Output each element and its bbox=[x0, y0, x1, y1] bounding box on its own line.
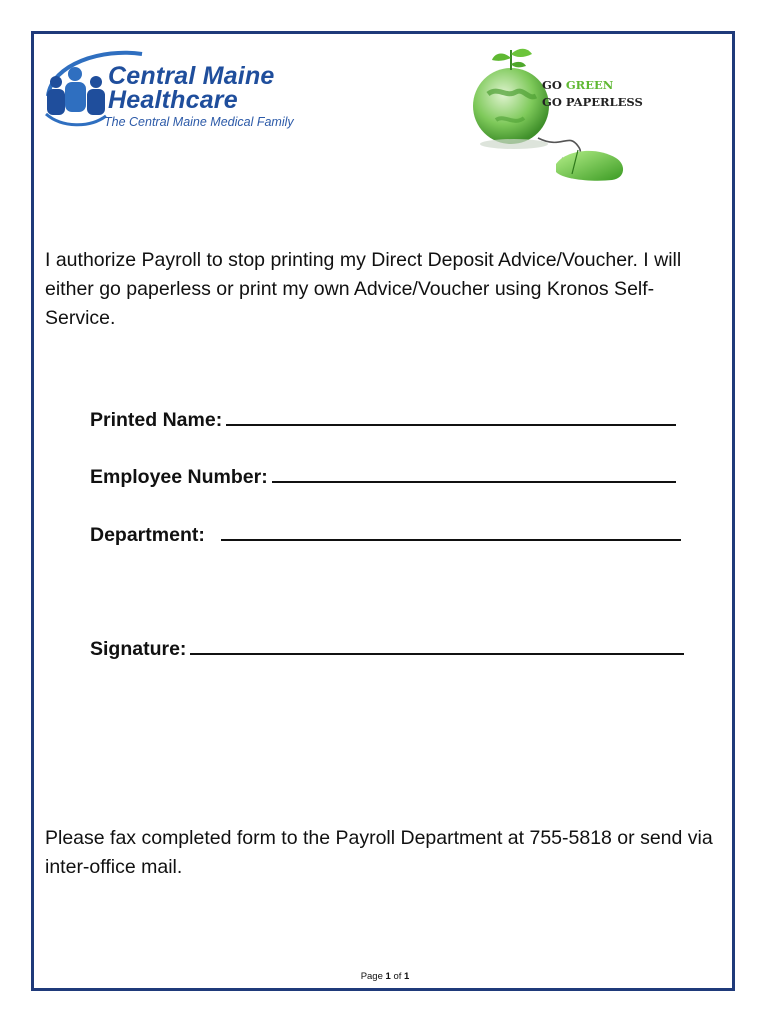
employee-number-line[interactable] bbox=[272, 463, 676, 483]
printed-name-field[interactable] bbox=[90, 406, 676, 432]
signature-label: Signature: bbox=[90, 638, 187, 660]
department-line[interactable] bbox=[221, 521, 681, 541]
printed-name-line[interactable] bbox=[226, 406, 676, 426]
go-green-text: GO GREEN bbox=[542, 78, 614, 92]
signature-field[interactable] bbox=[90, 635, 684, 661]
globe-mouse-icon bbox=[466, 46, 666, 186]
employee-number-field[interactable] bbox=[90, 463, 676, 489]
go-green-graphic bbox=[466, 46, 666, 186]
department-field[interactable] bbox=[90, 521, 681, 547]
department-label: Department: bbox=[90, 524, 205, 546]
page-number: Page 1 of 1 bbox=[360, 971, 410, 982]
logo-title-line1: Central Maine bbox=[108, 62, 275, 90]
signature-line[interactable] bbox=[190, 635, 684, 655]
central-maine-healthcare-logo bbox=[42, 44, 342, 136]
authorization-statement: I authorize Payroll to stop printing my Direct Deposit Advice/Voucher. I will either go paperless or print my own Advice/Voucher using Kronos Self-Service. bbox=[45, 249, 682, 329]
logo-title-line2: Healthcare bbox=[108, 86, 238, 114]
employee-number-label: Employee Number: bbox=[90, 466, 268, 488]
fax-instructions: Please fax completed form to the Payroll Department at 755-5818 or send via inter-office mail. bbox=[45, 827, 713, 878]
printed-name-label: Printed Name: bbox=[90, 409, 223, 431]
logo-tagline: The Central Maine Medical Family bbox=[104, 115, 294, 129]
go-paperless-text: GO PAPERLESS bbox=[542, 95, 643, 109]
